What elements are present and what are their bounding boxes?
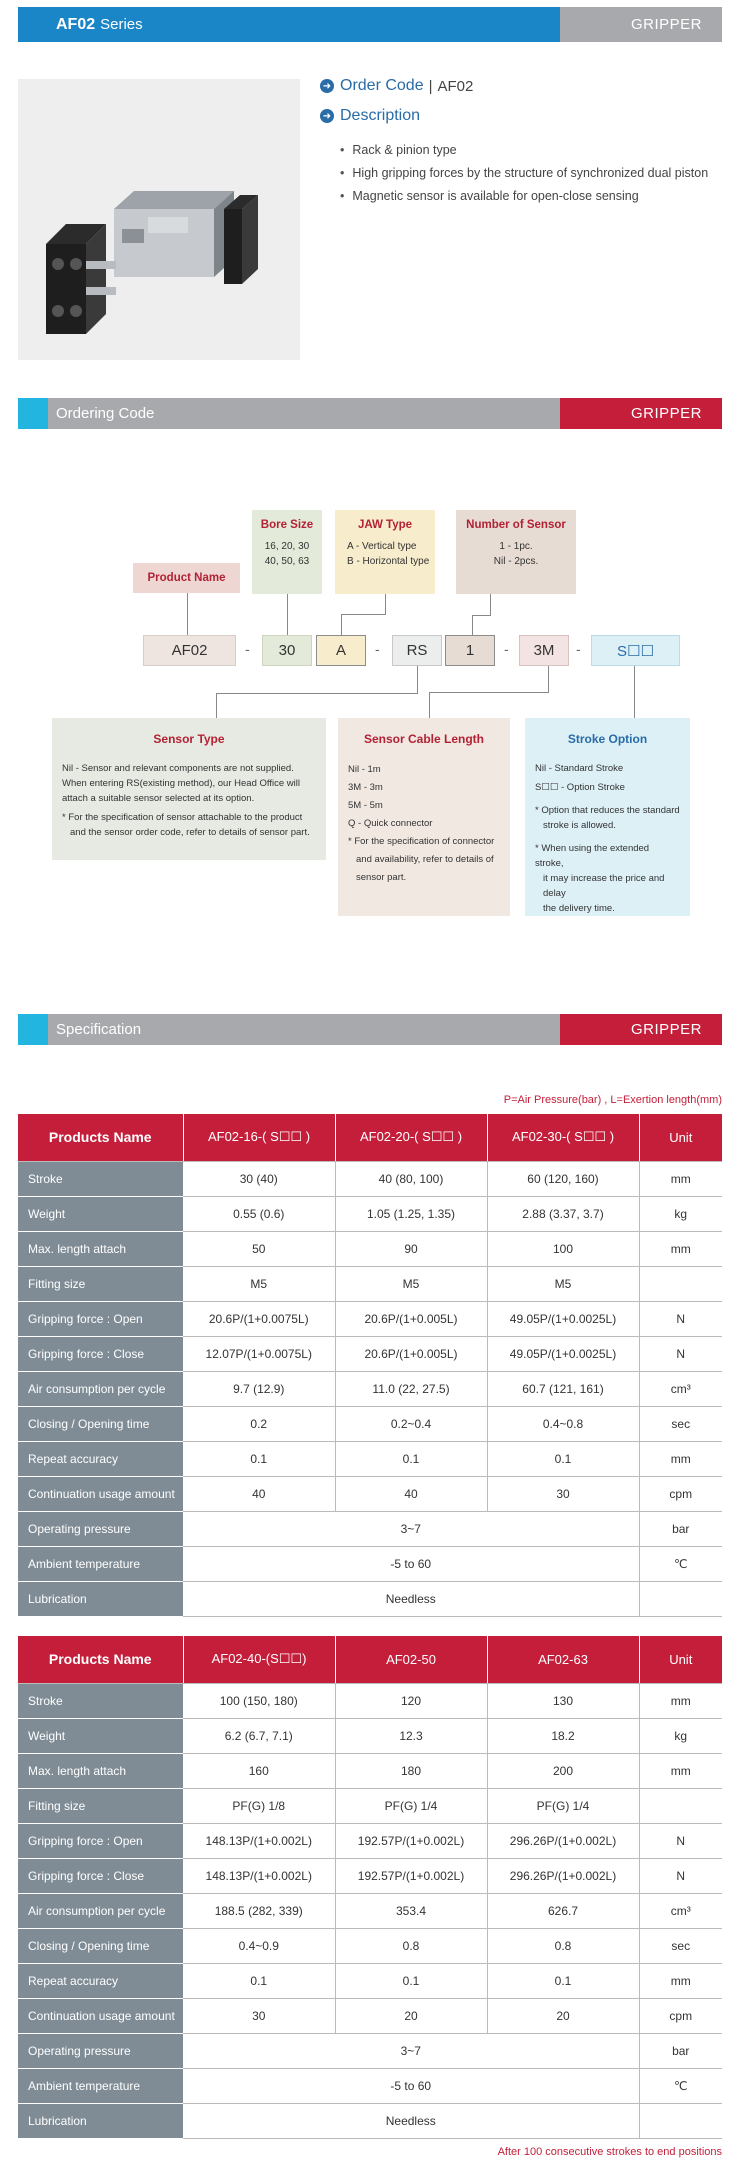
model-name: AF02 xyxy=(56,15,96,33)
table-row xyxy=(18,2033,722,2068)
unit-cell: ℃ xyxy=(639,1546,722,1581)
row-label: Closing / Opening time xyxy=(18,1406,183,1441)
value-cell: 30 xyxy=(487,1476,639,1511)
value-cell: M5 xyxy=(487,1266,639,1301)
value-cell: 30 xyxy=(183,1998,335,2033)
value-cell: -5 to 60 xyxy=(183,1546,639,1581)
table-row xyxy=(18,1998,722,2033)
table-row xyxy=(18,1371,722,1406)
value-cell: Needless xyxy=(183,2103,639,2138)
value-cell: 11.0 (22, 27.5) xyxy=(335,1371,487,1406)
number-of-sensor-tag xyxy=(456,510,576,594)
unit-cell: sec xyxy=(639,1928,722,1963)
row-label: Fitting size xyxy=(18,1788,183,1823)
table-row xyxy=(18,1581,722,1616)
stroke-option-note: it may increase the price and delay xyxy=(543,873,665,899)
header-cell: Products Name xyxy=(18,1114,183,1161)
value-cell: 90 xyxy=(335,1231,487,1266)
row-label: Gripping force : Close xyxy=(18,1336,183,1371)
unit-cell: N xyxy=(639,1336,722,1371)
order-code-separator: | xyxy=(428,77,433,95)
header-cell: AF02-50 xyxy=(335,1636,487,1683)
value-cell: 0.8 xyxy=(335,1928,487,1963)
value-cell: 50 xyxy=(183,1231,335,1266)
value-cell: 1.05 (1.25, 1.35) xyxy=(335,1196,487,1231)
order-code-value: AF02 xyxy=(437,77,474,95)
arrow-circle-icon: ➜ xyxy=(320,109,334,123)
table-row xyxy=(18,1963,722,1998)
value-cell: 160 xyxy=(183,1753,335,1788)
value-cell: 192.57P/(1+0.002L) xyxy=(335,1823,487,1858)
unit-cell: kg xyxy=(639,1718,722,1753)
unit-cell: bar xyxy=(639,2033,722,2068)
cable-length-box xyxy=(338,718,510,916)
jaw-type-tag xyxy=(335,510,435,594)
category-label: GRIPPER xyxy=(560,7,722,42)
header-cell: AF02-40-(S☐☐) xyxy=(183,1636,335,1683)
series-label: Series xyxy=(100,16,143,33)
series-header-bar xyxy=(18,7,722,42)
value-cell: 296.26P/(1+0.002L) xyxy=(487,1823,639,1858)
specification-bar xyxy=(18,1014,722,1045)
value-cell: 192.57P/(1+0.002L) xyxy=(335,1858,487,1893)
header-cell: AF02-63 xyxy=(487,1636,639,1683)
value-cell: 49.05P/(1+0.0025L) xyxy=(487,1336,639,1371)
value-cell: 188.5 (282, 339) xyxy=(183,1893,335,1928)
value-cell: 120 xyxy=(335,1683,487,1718)
unit-cell: kg xyxy=(639,1196,722,1231)
unit-cell: mm xyxy=(639,1161,722,1196)
description-list xyxy=(340,138,708,207)
ordering-accent xyxy=(18,398,48,429)
stroke-option-note: stroke is allowed. xyxy=(543,820,616,831)
cable-length-option: Q - Quick connector xyxy=(348,818,433,829)
value-cell: 0.2~0.4 xyxy=(335,1406,487,1441)
unit-cell xyxy=(639,1266,722,1301)
unit-cell: N xyxy=(639,1301,722,1336)
value-cell: 0.4~0.8 xyxy=(487,1406,639,1441)
value-cell: 148.13P/(1+0.002L) xyxy=(183,1858,335,1893)
connector-line xyxy=(287,594,288,635)
header-cell: AF02-20-( S☐☐ ) xyxy=(335,1114,487,1161)
connector-line xyxy=(341,614,342,635)
row-label: Continuation usage amount xyxy=(18,1476,183,1511)
value-cell: 180 xyxy=(335,1753,487,1788)
row-label: Stroke xyxy=(18,1683,183,1718)
sensor-type-note: and the sensor order code, refer to details of sensor part. xyxy=(70,827,310,838)
value-cell: 20 xyxy=(335,1998,487,2033)
unit-cell: mm xyxy=(639,1231,722,1266)
unit-cell: mm xyxy=(639,1683,722,1718)
stroke-option-note: * When using the extended stroke, xyxy=(535,843,650,869)
connector-line xyxy=(634,666,635,718)
description-item: • Rack & pinion type xyxy=(340,138,708,161)
sensor-type-text: When entering RS(existing method), our Head Office will xyxy=(62,778,300,789)
unit-cell: cpm xyxy=(639,1476,722,1511)
unit-cell: N xyxy=(639,1823,722,1858)
value-cell: 30 (40) xyxy=(183,1161,335,1196)
table-row xyxy=(18,1476,722,1511)
value-cell: 40 (80, 100) xyxy=(335,1161,487,1196)
value-cell: 0.1 xyxy=(335,1963,487,1998)
table-row xyxy=(18,2068,722,2103)
value-cell: 6.2 (6.7, 7.1) xyxy=(183,1718,335,1753)
value-cell: 2.88 (3.37, 3.7) xyxy=(487,1196,639,1231)
value-cell: 0.2 xyxy=(183,1406,335,1441)
jaw-type-option: B - Horizontal type xyxy=(347,556,430,567)
header-cell: Products Name xyxy=(18,1636,183,1683)
stroke-option-text: S☐☐ - Option Stroke xyxy=(535,782,625,793)
cable-length-title: Sensor Cable Length xyxy=(363,732,485,746)
row-label: Repeat accuracy xyxy=(18,1441,183,1476)
value-cell: 49.05P/(1+0.0025L) xyxy=(487,1301,639,1336)
unit-cell: N xyxy=(639,1858,722,1893)
stroke-option-text: Nil - Standard Stroke xyxy=(535,763,624,774)
value-cell: 20.6P/(1+0.005L) xyxy=(335,1336,487,1371)
row-label: Gripping force : Open xyxy=(18,1823,183,1858)
unit-cell: sec xyxy=(639,1406,722,1441)
connector-line xyxy=(341,614,386,615)
value-cell: 0.4~0.9 xyxy=(183,1928,335,1963)
connector-line xyxy=(385,594,386,614)
number-of-sensor-option: Nil - 2pcs. xyxy=(493,556,539,567)
spec-footnote: After 100 consecutive strokes to end positions xyxy=(497,2146,722,2158)
series-title xyxy=(48,7,560,42)
code-separator: - xyxy=(576,641,581,657)
connector-line xyxy=(429,692,430,718)
order-code-label: Order Code xyxy=(340,77,424,94)
cable-length-option: Nil - 1m xyxy=(348,764,381,775)
value-cell: 0.1 xyxy=(335,1441,487,1476)
value-cell: 60.7 (121, 161) xyxy=(487,1371,639,1406)
row-label: Gripping force : Open xyxy=(18,1301,183,1336)
table-row xyxy=(18,1301,722,1336)
header-cell: Unit xyxy=(639,1114,722,1161)
row-label: Air consumption per cycle xyxy=(18,1371,183,1406)
code-box-stroke: S☐☐ xyxy=(591,635,680,666)
specification-category: GRIPPER xyxy=(560,1014,722,1045)
row-label: Operating pressure xyxy=(18,2033,183,2068)
code-box-cable: 3M xyxy=(519,635,569,666)
code-separator: - xyxy=(245,641,250,657)
row-label: Fitting size xyxy=(18,1266,183,1301)
value-cell: 9.7 (12.9) xyxy=(183,1371,335,1406)
description-label: Description xyxy=(340,107,421,124)
unit-cell xyxy=(639,2103,722,2138)
table-row xyxy=(18,1336,722,1371)
product-name-tag xyxy=(133,563,240,593)
header-accent xyxy=(18,7,48,42)
number-of-sensor-title: Number of Sensor xyxy=(466,519,566,531)
table-row xyxy=(18,1161,722,1196)
cable-length-note: * For the specification of connector xyxy=(348,836,495,847)
row-label: Continuation usage amount xyxy=(18,1998,183,2033)
row-label: Weight xyxy=(18,1196,183,1231)
cable-length-note: sensor part. xyxy=(356,872,407,883)
table-row xyxy=(18,1511,722,1546)
value-cell: 18.2 xyxy=(487,1718,639,1753)
value-cell: M5 xyxy=(335,1266,487,1301)
value-cell: 626.7 xyxy=(487,1893,639,1928)
value-cell: PF(G) 1/4 xyxy=(335,1788,487,1823)
value-cell: 130 xyxy=(487,1683,639,1718)
stroke-option-box xyxy=(525,718,690,916)
unit-cell: mm xyxy=(639,1441,722,1476)
value-cell: 353.4 xyxy=(335,1893,487,1928)
row-label: Weight xyxy=(18,1718,183,1753)
sensor-type-text: Nil - Sensor and relevant components are not supplied. xyxy=(62,763,294,774)
unit-cell xyxy=(639,1788,722,1823)
cable-length-note: and availability, refer to details of xyxy=(356,854,494,865)
product-name-title: Product Name xyxy=(147,572,226,584)
number-of-sensor-option: 1 - 1pc. xyxy=(499,541,533,552)
specification-accent xyxy=(18,1014,48,1045)
jaw-type-option: A - Vertical type xyxy=(347,541,417,552)
connector-line xyxy=(472,615,473,635)
value-cell: 0.1 xyxy=(183,1441,335,1476)
value-cell: 0.55 (0.6) xyxy=(183,1196,335,1231)
value-cell: Needless xyxy=(183,1581,639,1616)
table-row xyxy=(18,1893,722,1928)
unit-cell: cm³ xyxy=(639,1893,722,1928)
value-cell: 40 xyxy=(335,1476,487,1511)
unit-cell: mm xyxy=(639,1963,722,1998)
value-cell: 3~7 xyxy=(183,1511,639,1546)
description-item: • Magnetic sensor is available for open-close sensing xyxy=(340,184,708,207)
value-cell: 40 xyxy=(183,1476,335,1511)
connector-line xyxy=(187,593,188,635)
value-cell: 0.8 xyxy=(487,1928,639,1963)
code-box-jaw: A xyxy=(316,635,366,666)
connector-line xyxy=(216,693,217,718)
row-label: Ambient temperature xyxy=(18,1546,183,1581)
connector-line xyxy=(490,594,491,615)
unit-cell: ℃ xyxy=(639,2068,722,2103)
sensor-type-title: Sensor Type xyxy=(153,732,225,746)
unit-cell: mm xyxy=(639,1753,722,1788)
bore-size-title: Bore Size xyxy=(260,519,314,531)
value-cell: 20 xyxy=(487,1998,639,2033)
table-row xyxy=(18,2103,722,2138)
value-cell: M5 xyxy=(183,1266,335,1301)
spec-table-1 xyxy=(18,1114,722,1617)
code-box-sensor-type: RS xyxy=(392,635,442,666)
code-box-product: AF02 xyxy=(143,635,236,666)
connector-line xyxy=(472,615,491,616)
cable-length-option: 3M - 3m xyxy=(348,782,383,793)
product-image xyxy=(18,79,300,360)
ordering-code-bar xyxy=(18,398,722,429)
row-label: Operating pressure xyxy=(18,1511,183,1546)
connector-line xyxy=(429,692,549,693)
header-cell: Unit xyxy=(639,1636,722,1683)
bore-size-option: 16, 20, 30 xyxy=(264,541,310,552)
spec-legend: P=Air Pressure(bar) , L=Exertion length(mm) xyxy=(503,1094,722,1106)
table-row xyxy=(18,1546,722,1581)
row-label: Closing / Opening time xyxy=(18,1928,183,1963)
value-cell: 100 (150, 180) xyxy=(183,1683,335,1718)
value-cell: 0.1 xyxy=(183,1963,335,1998)
row-label: Lubrication xyxy=(18,2103,183,2138)
code-box-bore: 30 xyxy=(262,635,312,666)
bore-size-option: 40, 50, 63 xyxy=(264,556,310,567)
table-header-row xyxy=(18,1636,722,1683)
stroke-option-note: the delivery time. xyxy=(543,903,615,914)
header-cell: AF02-16-( S☐☐ ) xyxy=(183,1114,335,1161)
table-row xyxy=(18,1406,722,1441)
order-code-heading xyxy=(320,77,473,95)
stroke-option-note: * Option that reduces the standard xyxy=(535,805,680,816)
value-cell: 148.13P/(1+0.002L) xyxy=(183,1823,335,1858)
table-row xyxy=(18,1858,722,1893)
row-label: Stroke xyxy=(18,1161,183,1196)
sensor-type-text: attach a suitable sensor selected at its option. xyxy=(62,793,255,804)
unit-cell xyxy=(639,1581,722,1616)
table-row xyxy=(18,1441,722,1476)
description-heading xyxy=(320,107,420,125)
description-item: • High gripping forces by the structure of synchronized dual piston xyxy=(340,161,708,184)
value-cell: 20.6P/(1+0.005L) xyxy=(335,1301,487,1336)
code-separator: - xyxy=(375,641,380,657)
value-cell: PF(G) 1/8 xyxy=(183,1788,335,1823)
connector-line xyxy=(417,666,418,693)
connector-line xyxy=(548,666,549,692)
row-label: Max. length attach xyxy=(18,1753,183,1788)
row-label: Lubrication xyxy=(18,1581,183,1616)
code-box-sensor-number: 1 xyxy=(445,635,495,666)
header-cell: AF02-30-( S☐☐ ) xyxy=(487,1114,639,1161)
sensor-type-note: * For the specification of sensor attachable to the product xyxy=(62,812,303,823)
sensor-type-box xyxy=(52,718,326,860)
row-label: Repeat accuracy xyxy=(18,1963,183,1998)
value-cell: 3~7 xyxy=(183,2033,639,2068)
stroke-option-title: Stroke Option xyxy=(567,732,648,746)
value-cell: 20.6P/(1+0.0075L) xyxy=(183,1301,335,1336)
row-label: Ambient temperature xyxy=(18,2068,183,2103)
table-row xyxy=(18,1196,722,1231)
jaw-type-title: JAW Type xyxy=(357,519,413,531)
table-row xyxy=(18,1788,722,1823)
cable-length-option: 5M - 5m xyxy=(348,800,383,811)
table-row xyxy=(18,1718,722,1753)
row-label: Max. length attach xyxy=(18,1231,183,1266)
table-row xyxy=(18,1266,722,1301)
table-row xyxy=(18,1683,722,1718)
table-row xyxy=(18,1928,722,1963)
value-cell: 200 xyxy=(487,1753,639,1788)
table-row xyxy=(18,1823,722,1858)
value-cell: 296.26P/(1+0.002L) xyxy=(487,1858,639,1893)
row-label: Air consumption per cycle xyxy=(18,1893,183,1928)
value-cell: -5 to 60 xyxy=(183,2068,639,2103)
table-header-row xyxy=(18,1114,722,1161)
spec-table-2 xyxy=(18,1636,722,2139)
value-cell: 0.1 xyxy=(487,1441,639,1476)
bore-size-tag xyxy=(252,510,322,594)
value-cell: 0.1 xyxy=(487,1963,639,1998)
ordering-category: GRIPPER xyxy=(560,398,722,429)
unit-cell: bar xyxy=(639,1511,722,1546)
unit-cell: cm³ xyxy=(639,1371,722,1406)
value-cell: 12.07P/(1+0.0075L) xyxy=(183,1336,335,1371)
specification-title: Specification xyxy=(48,1014,560,1045)
arrow-circle-icon: ➜ xyxy=(320,79,334,93)
value-cell: 100 xyxy=(487,1231,639,1266)
unit-cell: cpm xyxy=(639,1998,722,2033)
row-label: Gripping force : Close xyxy=(18,1858,183,1893)
value-cell: 60 (120, 160) xyxy=(487,1161,639,1196)
table-row xyxy=(18,1231,722,1266)
table-row xyxy=(18,1753,722,1788)
value-cell: PF(G) 1/4 xyxy=(487,1788,639,1823)
code-separator: - xyxy=(504,641,509,657)
ordering-code-title: Ordering Code xyxy=(48,398,560,429)
value-cell: 12.3 xyxy=(335,1718,487,1753)
connector-line xyxy=(216,693,418,694)
